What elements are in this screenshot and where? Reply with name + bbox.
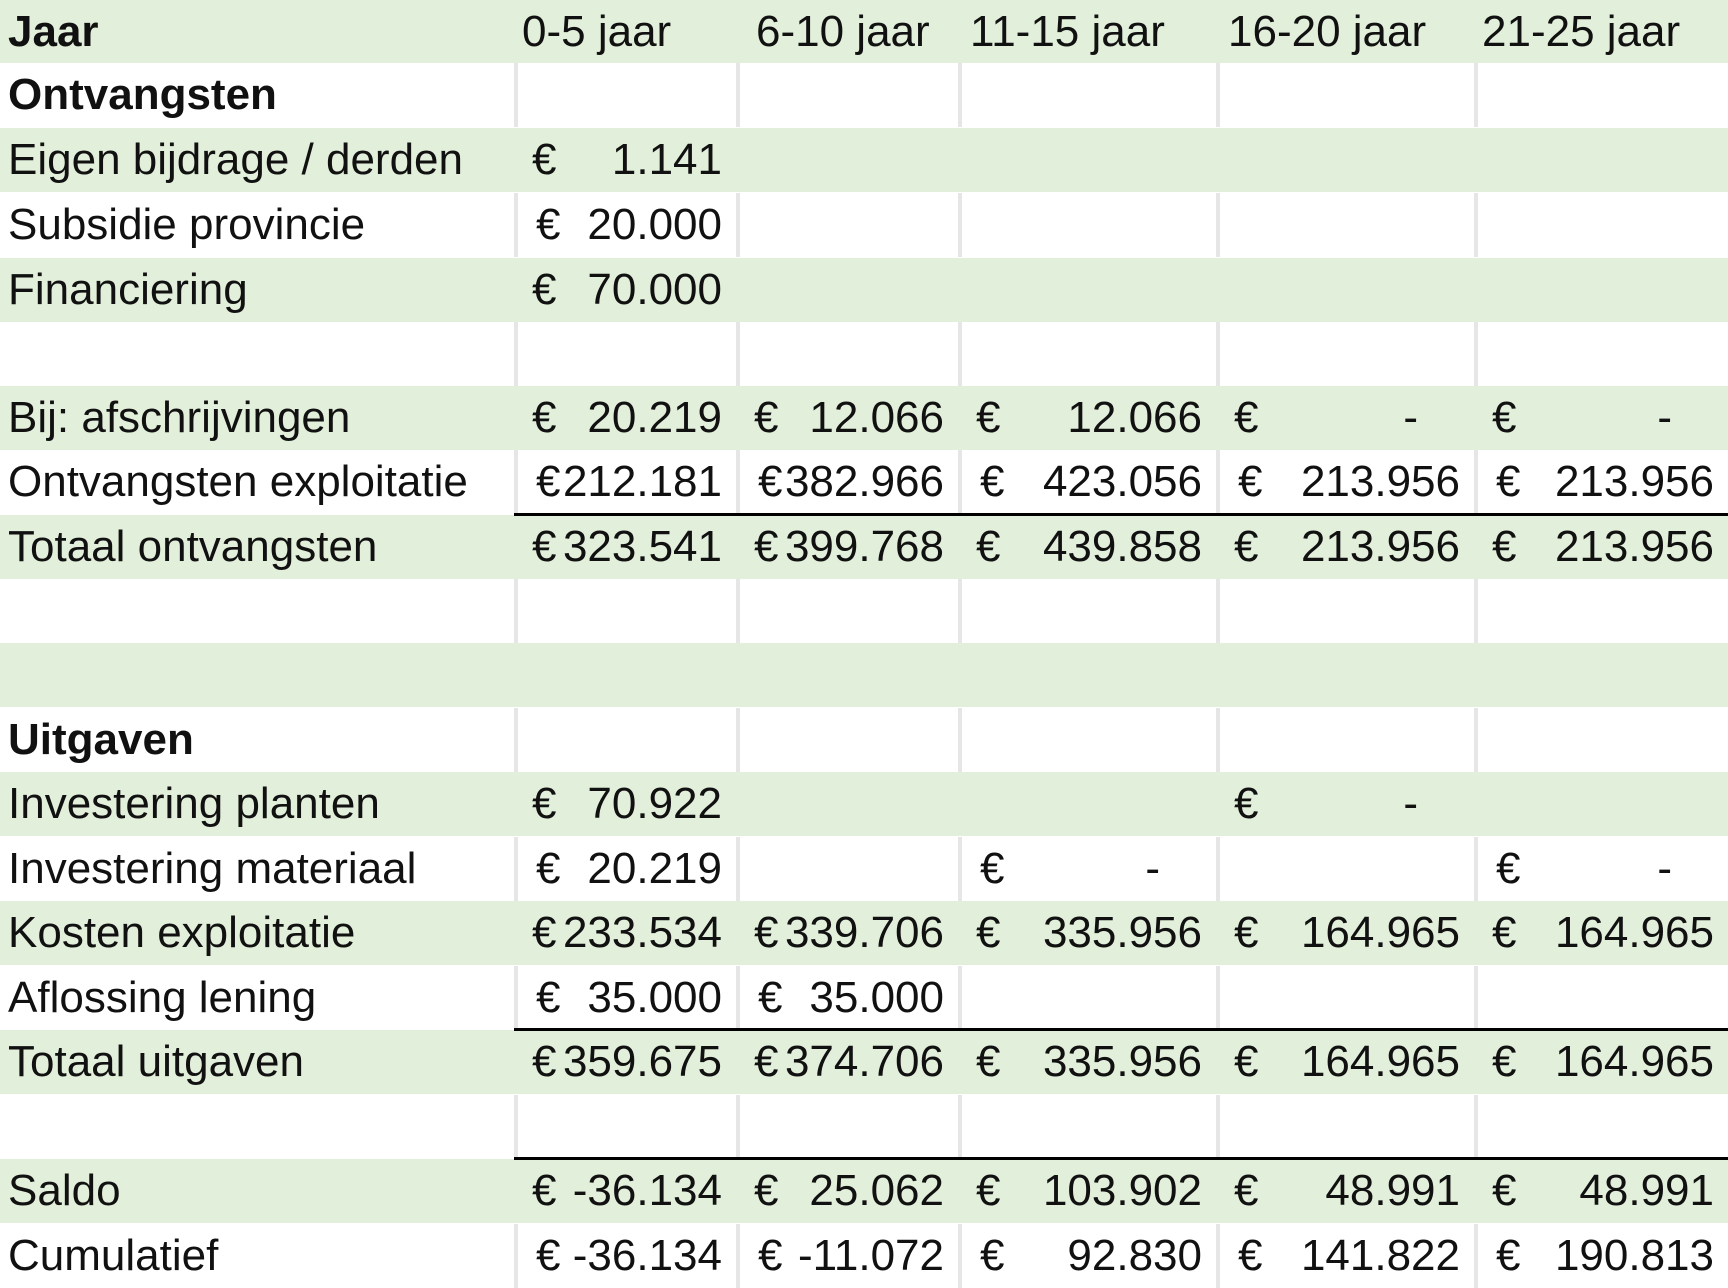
currency-symbol: € [1234, 908, 1259, 957]
amount: 103.902 [1042, 1166, 1202, 1215]
value-cell[interactable] [1216, 901, 1474, 965]
amount: 70.922 [587, 779, 722, 828]
currency-symbol: € [980, 457, 1005, 506]
currency-symbol: € [758, 973, 783, 1022]
currency-symbol: € [532, 779, 557, 828]
value-cell[interactable] [514, 579, 736, 643]
row-label[interactable]: Aflossing lening [8, 973, 317, 1022]
value-cell[interactable] [1474, 901, 1728, 965]
table-row [0, 193, 1728, 257]
value-cell[interactable] [1474, 450, 1728, 514]
amount: 213.956 [1300, 522, 1460, 571]
row-label[interactable]: Saldo [8, 1166, 121, 1215]
amount: 423.056 [1042, 457, 1202, 506]
value-cell[interactable] [736, 772, 958, 836]
value-cell[interactable] [1474, 515, 1728, 579]
value-cell[interactable] [736, 128, 958, 192]
amount: 213.956 [1554, 457, 1714, 506]
value-cell[interactable] [1216, 1159, 1474, 1223]
value-cell[interactable] [1474, 837, 1728, 901]
amount: 12.066 [809, 393, 944, 442]
value-cell[interactable] [514, 837, 736, 901]
currency-symbol: € [1234, 1166, 1259, 1215]
table-row [0, 1224, 1728, 1288]
currency-symbol: € [532, 393, 557, 442]
currency-symbol: € [1492, 393, 1517, 442]
currency-symbol: € [536, 457, 561, 506]
amount: - [1145, 844, 1160, 893]
value-cell[interactable] [958, 708, 1216, 772]
table-row [0, 966, 1728, 1030]
value-cell[interactable] [1216, 1224, 1474, 1288]
currency-symbol: € [754, 1166, 779, 1215]
currency-symbol: € [1234, 393, 1259, 442]
value-cell[interactable] [958, 772, 1216, 836]
currency-symbol: € [1238, 1231, 1263, 1280]
amount: -36.134 [572, 1231, 722, 1280]
currency-symbol: € [1234, 1037, 1259, 1086]
header-row [0, 0, 1728, 64]
currency-symbol: € [754, 908, 779, 957]
table-row [0, 258, 1728, 322]
value-cell[interactable] [736, 837, 958, 901]
value-cell[interactable] [736, 258, 958, 322]
currency-symbol: € [980, 844, 1005, 893]
total-rule [514, 513, 1728, 516]
amount: 190.813 [1554, 1231, 1714, 1280]
currency-symbol: € [1492, 1037, 1517, 1086]
currency-symbol: € [976, 1037, 1001, 1086]
value-cell[interactable] [736, 643, 958, 707]
currency-symbol: € [1496, 844, 1521, 893]
table-row [0, 1095, 1728, 1159]
value-cell[interactable] [1216, 515, 1474, 579]
currency-symbol: € [1492, 522, 1517, 571]
amount: 70.000 [587, 265, 722, 314]
amount: 35.000 [587, 973, 722, 1022]
value-cell[interactable] [958, 386, 1216, 450]
amount: 382.966 [784, 457, 944, 506]
amount: 439.858 [1042, 522, 1202, 571]
value-cell[interactable] [1216, 643, 1474, 707]
value-cell[interactable] [958, 643, 1216, 707]
row-label[interactable] [0, 579, 514, 643]
currency-symbol: € [976, 522, 1001, 571]
value-cell[interactable] [514, 1095, 736, 1159]
amount: 323.541 [562, 522, 722, 571]
amount: 359.675 [562, 1037, 722, 1086]
value-cell[interactable] [1216, 772, 1474, 836]
row-label[interactable]: Subsidie provincie [8, 200, 366, 249]
table-row [0, 322, 1728, 386]
value-cell[interactable] [958, 1095, 1216, 1159]
value-cell[interactable] [514, 772, 736, 836]
value-cell[interactable] [958, 579, 1216, 643]
header-period[interactable]: 11-15 jaar [970, 7, 1165, 56]
amount: 213.956 [1554, 522, 1714, 571]
currency-symbol: € [976, 908, 1001, 957]
value-cell[interactable] [958, 322, 1216, 386]
value-cell[interactable] [1216, 193, 1474, 257]
value-cell[interactable] [736, 450, 958, 514]
amount: 164.965 [1554, 1037, 1714, 1086]
value-cell[interactable] [736, 901, 958, 965]
currency-symbol: € [532, 1037, 557, 1086]
value-cell[interactable] [514, 193, 736, 257]
amount: 335.956 [1042, 1037, 1202, 1086]
value-cell[interactable] [1216, 1030, 1474, 1094]
value-cell[interactable] [958, 966, 1216, 1030]
value-cell[interactable] [1216, 386, 1474, 450]
value-cell[interactable] [736, 63, 958, 127]
value-cell[interactable] [1474, 386, 1728, 450]
table-row [0, 450, 1728, 514]
value-cell[interactable] [1474, 708, 1728, 772]
amount: 20.000 [587, 200, 722, 249]
currency-symbol: € [980, 1231, 1005, 1280]
value-cell[interactable] [1216, 1095, 1474, 1159]
value-cell[interactable] [1216, 837, 1474, 901]
currency-symbol: € [758, 457, 783, 506]
value-cell[interactable] [514, 258, 736, 322]
amount: -11.072 [798, 1231, 944, 1280]
currency-symbol: € [754, 1037, 779, 1086]
currency-symbol: € [532, 522, 557, 571]
value-cell[interactable] [736, 1224, 958, 1288]
row-label[interactable]: Kosten exploitatie [8, 908, 356, 957]
currency-symbol: € [532, 135, 557, 184]
value-cell[interactable] [514, 1030, 736, 1094]
value-cell[interactable] [1474, 772, 1728, 836]
amount: 1.141 [611, 135, 722, 184]
value-cell[interactable] [736, 1159, 958, 1223]
value-cell[interactable] [1474, 128, 1728, 192]
currency-symbol: € [754, 393, 779, 442]
row-label[interactable] [0, 643, 514, 707]
amount: - [1657, 393, 1672, 442]
amount: 212.181 [562, 457, 722, 506]
value-cell[interactable] [1474, 193, 1728, 257]
value-cell[interactable] [514, 386, 736, 450]
row-label[interactable]: Bij: afschrijvingen [8, 393, 351, 442]
row-label[interactable]: Financiering [8, 265, 248, 314]
value-cell[interactable] [1216, 708, 1474, 772]
row-label[interactable]: Eigen bijdrage / derden [8, 135, 463, 184]
header-period[interactable]: 0-5 jaar [522, 7, 672, 56]
amount: 374.706 [784, 1037, 944, 1086]
currency-symbol: € [754, 522, 779, 571]
value-cell[interactable] [514, 322, 736, 386]
value-cell[interactable] [514, 708, 736, 772]
value-cell[interactable] [736, 579, 958, 643]
total-rule [514, 1028, 1728, 1031]
row-label[interactable]: Ontvangsten exploitatie [8, 457, 468, 506]
amount: 213.956 [1300, 457, 1460, 506]
value-cell[interactable] [958, 63, 1216, 127]
value-cell[interactable] [736, 515, 958, 579]
amount: 48.991 [1325, 1166, 1460, 1215]
currency-symbol: € [976, 1166, 1001, 1215]
header-period[interactable]: 16-20 jaar [1228, 7, 1427, 56]
value-cell[interactable] [1474, 966, 1728, 1030]
amount: 20.219 [587, 393, 722, 442]
table-row [0, 386, 1728, 450]
value-cell[interactable] [1216, 579, 1474, 643]
value-cell[interactable] [1216, 63, 1474, 127]
amount: 141.822 [1300, 1231, 1460, 1280]
header-label[interactable]: Jaar [8, 7, 99, 56]
currency-symbol: € [532, 265, 557, 314]
row-label[interactable]: Totaal uitgaven [8, 1037, 304, 1086]
currency-symbol: € [1234, 779, 1259, 828]
row-label[interactable]: Investering materiaal [8, 844, 417, 893]
value-cell[interactable] [958, 837, 1216, 901]
table-row [0, 837, 1728, 901]
row-label[interactable]: Uitgaven [8, 715, 194, 764]
amount: 92.830 [1067, 1231, 1202, 1280]
value-cell[interactable] [958, 258, 1216, 322]
amount: 164.965 [1554, 908, 1714, 957]
currency-symbol: € [1492, 1166, 1517, 1215]
header-period[interactable]: 21-25 jaar [1482, 7, 1681, 56]
value-cell[interactable] [514, 1224, 736, 1288]
row-label[interactable]: Totaal ontvangsten [8, 522, 378, 571]
table-row [0, 1030, 1728, 1094]
value-cell[interactable] [1474, 63, 1728, 127]
currency-symbol: € [1492, 908, 1517, 957]
value-cell[interactable] [958, 128, 1216, 192]
value-cell[interactable] [1474, 579, 1728, 643]
value-cell[interactable] [958, 1224, 1216, 1288]
value-cell[interactable] [1474, 1095, 1728, 1159]
value-cell[interactable] [1216, 450, 1474, 514]
amount: - [1403, 393, 1418, 442]
value-cell[interactable] [514, 901, 736, 965]
currency-symbol: € [976, 393, 1001, 442]
value-cell[interactable] [958, 1159, 1216, 1223]
amount: 233.534 [562, 908, 722, 957]
currency-symbol: € [1238, 457, 1263, 506]
value-cell[interactable] [1216, 258, 1474, 322]
value-cell[interactable] [1474, 258, 1728, 322]
table-row [0, 63, 1728, 127]
value-cell[interactable] [1216, 966, 1474, 1030]
currency-symbol: € [536, 1231, 561, 1280]
value-cell[interactable] [1216, 128, 1474, 192]
row-label[interactable]: Investering planten [8, 779, 380, 828]
value-cell[interactable] [1474, 643, 1728, 707]
table-row [0, 901, 1728, 965]
total-rule [514, 1157, 1728, 1160]
amount: 164.965 [1300, 908, 1460, 957]
value-cell[interactable] [958, 450, 1216, 514]
value-cell[interactable] [514, 643, 736, 707]
value-cell[interactable] [736, 386, 958, 450]
value-cell[interactable] [514, 450, 736, 514]
value-cell[interactable] [514, 515, 736, 579]
amount: 25.062 [809, 1166, 944, 1215]
amount: 48.991 [1579, 1166, 1714, 1215]
value-cell[interactable] [958, 901, 1216, 965]
currency-symbol: € [1234, 522, 1259, 571]
amount: - [1403, 779, 1418, 828]
table-row [0, 128, 1728, 192]
amount: 399.768 [784, 522, 944, 571]
table-row [0, 579, 1728, 643]
table-row [0, 772, 1728, 836]
value-cell[interactable] [958, 515, 1216, 579]
amount: 20.219 [587, 844, 722, 893]
header-period[interactable]: 6-10 jaar [756, 7, 930, 56]
currency-symbol: € [536, 973, 561, 1022]
value-cell[interactable] [736, 1095, 958, 1159]
amount: 35.000 [809, 973, 944, 1022]
value-cell[interactable] [1216, 322, 1474, 386]
value-cell[interactable] [514, 1159, 736, 1223]
table-row [0, 643, 1728, 707]
value-cell[interactable] [736, 966, 958, 1030]
row-label[interactable]: Ontvangsten [8, 70, 277, 119]
value-cell[interactable] [1474, 322, 1728, 386]
amount: 12.066 [1067, 393, 1202, 442]
value-cell[interactable] [736, 1030, 958, 1094]
currency-symbol: € [1496, 1231, 1521, 1280]
value-cell[interactable] [1474, 1159, 1728, 1223]
value-cell[interactable] [736, 322, 958, 386]
amount: -36.134 [572, 1166, 722, 1215]
amount: - [1657, 844, 1672, 893]
row-label[interactable]: Cumulatief [8, 1231, 219, 1280]
value-cell[interactable] [736, 193, 958, 257]
table-row [0, 515, 1728, 579]
currency-symbol: € [536, 844, 561, 893]
value-cell[interactable] [514, 128, 736, 192]
row-label[interactable] [0, 322, 514, 386]
currency-symbol: € [532, 908, 557, 957]
value-cell[interactable] [958, 1030, 1216, 1094]
value-cell[interactable] [1474, 1030, 1728, 1094]
currency-symbol: € [532, 1166, 557, 1215]
value-cell[interactable] [1474, 1224, 1728, 1288]
value-cell[interactable] [514, 966, 736, 1030]
table-row [0, 708, 1728, 772]
currency-symbol: € [758, 1231, 783, 1280]
table-row [0, 1159, 1728, 1223]
row-label[interactable] [0, 1095, 514, 1159]
amount: 164.965 [1300, 1037, 1460, 1086]
amount: 339.706 [784, 908, 944, 957]
amount: 335.956 [1042, 908, 1202, 957]
value-cell[interactable] [514, 63, 736, 127]
value-cell[interactable] [736, 708, 958, 772]
currency-symbol: € [536, 200, 561, 249]
currency-symbol: € [1496, 457, 1521, 506]
value-cell[interactable] [958, 193, 1216, 257]
